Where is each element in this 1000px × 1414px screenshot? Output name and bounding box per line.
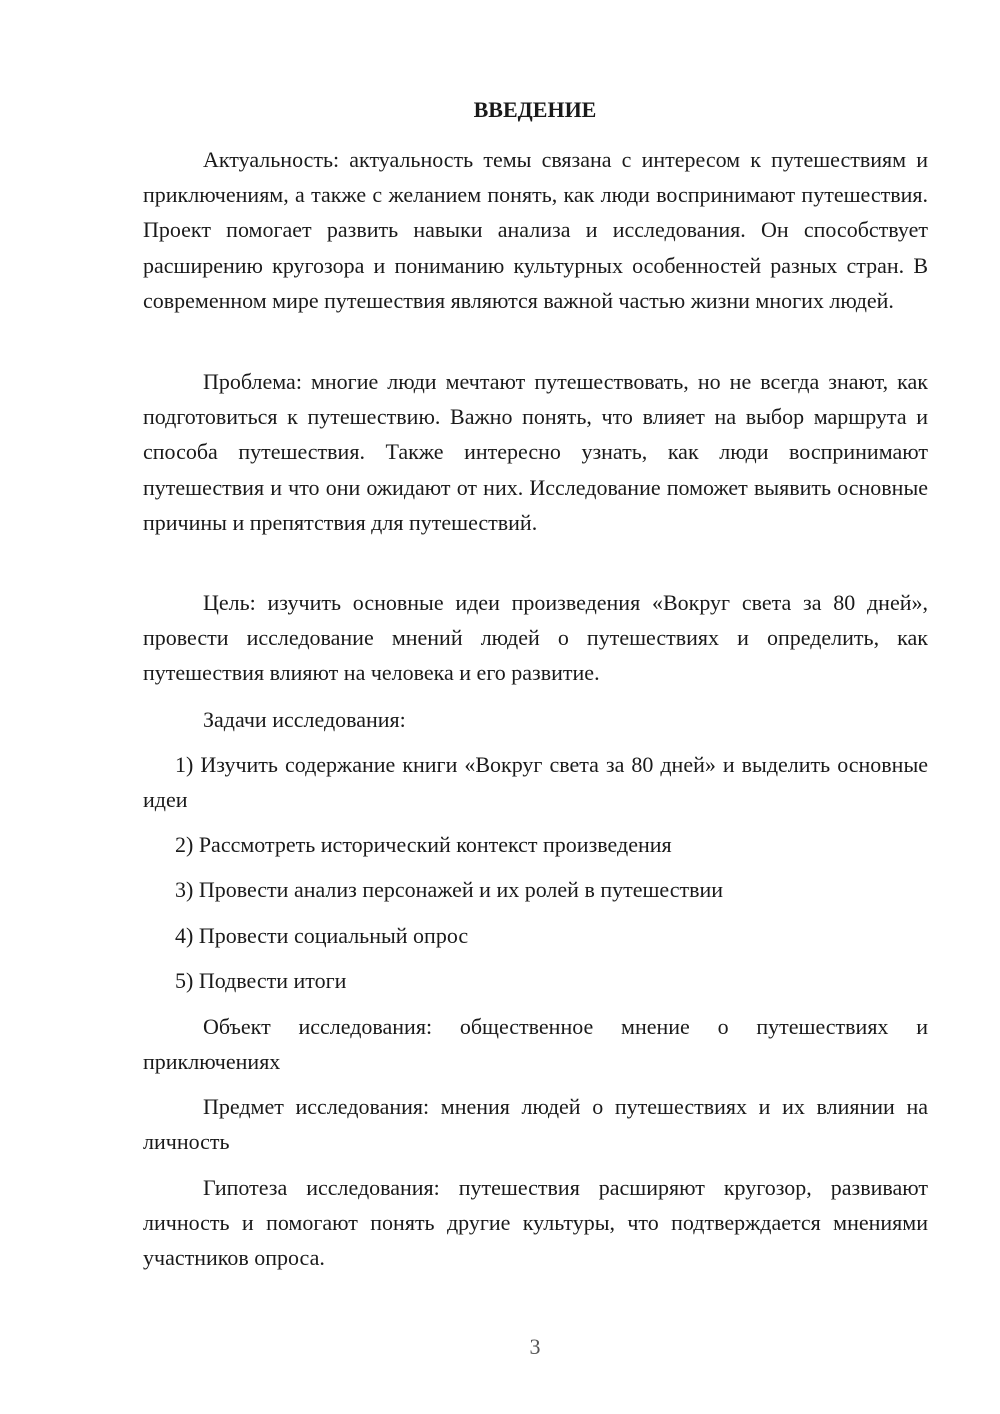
object-paragraph: Объект исследования: общественное мнение о путешествиях и приключениях <box>143 1014 928 1075</box>
page-title: ВВЕДЕНИЕ <box>473 97 597 122</box>
relevance-paragraph: Актуальность: актуальность темы связана с интересом к путешествиям и приключениям, а также с желанием понять, как люди воспринимают путешествия. Проект помогает развить навыки анализа и исследования. Он способствует расширению кругозора и пониманию культурных особенностей разных стран. В современном мире путешествия являются важной частью жизни многих людей. <box>143 147 928 313</box>
task-item: 3) Провести анализ персонажей и их ролей в путешествии <box>175 877 724 902</box>
tasks-heading: Задачи исследования: <box>203 707 406 732</box>
task-item: 2) Рассмотреть исторический контекст произведения <box>175 832 672 857</box>
task-item: 1) Изучить содержание книги «Вокруг света за 80 дней» и выделить основные идеи <box>143 752 928 813</box>
goal-paragraph: Цель: изучить основные идеи произведения «Вокруг света за 80 дней», провести исследование мнений людей о путешествиях и определить, как путешествия влияют на человека и его развитие. <box>143 590 928 686</box>
problem-paragraph: Проблема: многие люди мечтают путешествовать, но не всегда знают, как подготовиться к путешествию. Важно понять, что влияет на выбор маршрута и способа путешествия. Также интересно узнать, как люди воспринимают путешествия и что они ожидают от них. Исследование поможет выявить основные причины и препятствия для путешествий. <box>143 369 928 535</box>
subject-paragraph: Предмет исследования: мнения людей о путешествиях и их влиянии на личность <box>143 1094 928 1155</box>
task-item: 4) Провести социальный опрос <box>175 923 469 948</box>
task-item: 5) Подвести итоги <box>175 968 347 993</box>
hypothesis-paragraph: Гипотеза исследования: путешествия расширяют кругозор, развивают личность и помогают понять другие культуры, что подтверждается мнениями участников опроса. <box>143 1175 928 1271</box>
page-number: 3 <box>529 1334 541 1359</box>
